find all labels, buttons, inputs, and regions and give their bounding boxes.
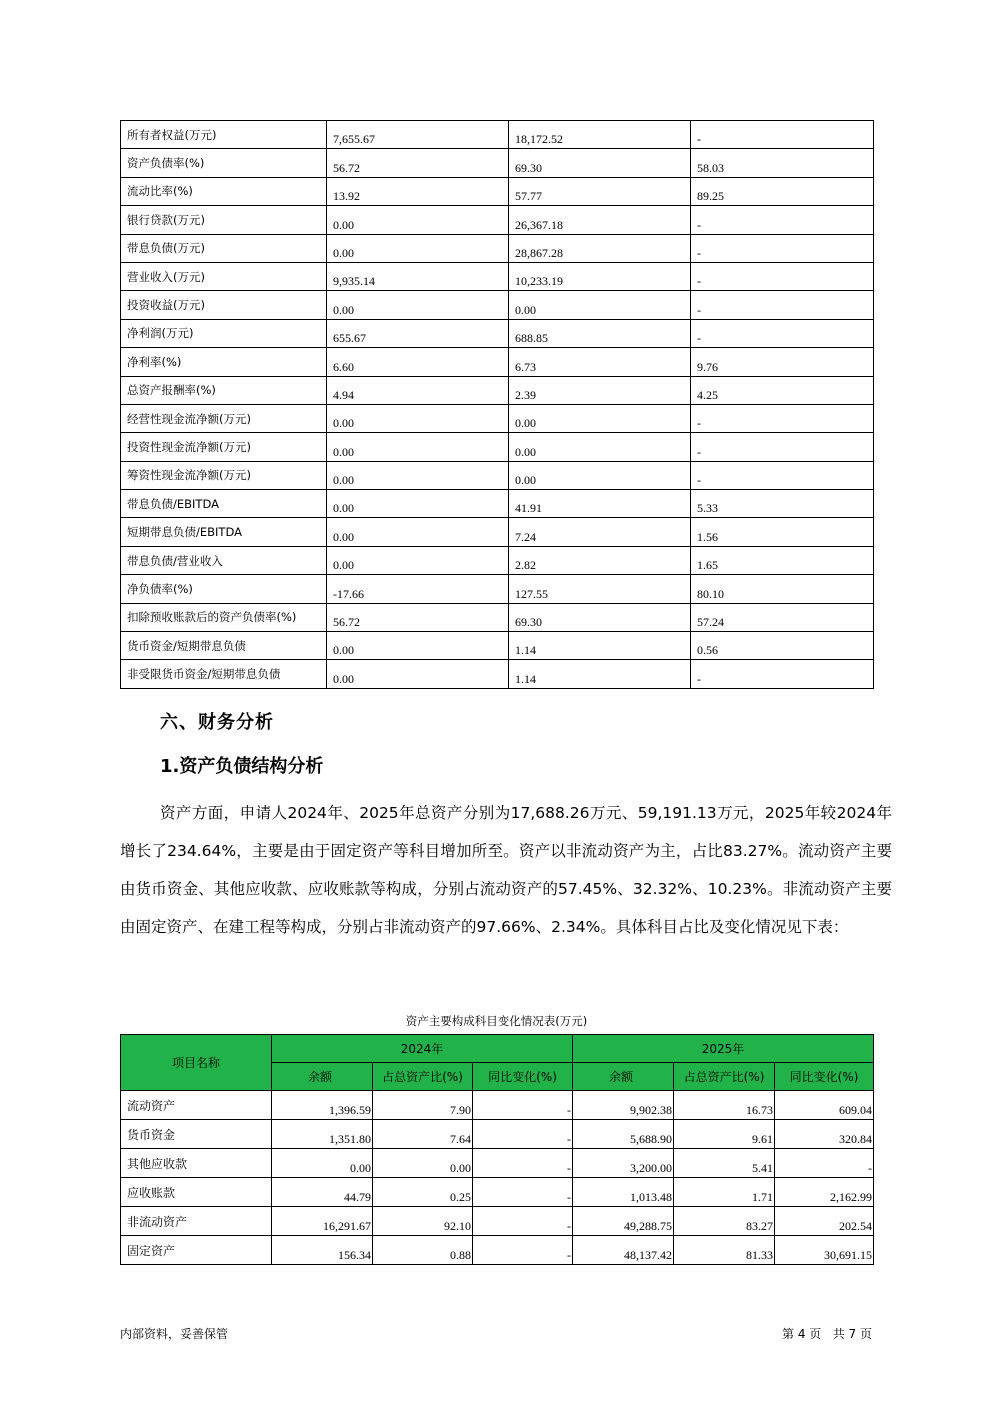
indicator-label: 银行贷款(万元) (121, 206, 327, 234)
indicator-row (121, 603, 874, 631)
indicator-label: 经营性现金流净额(万元) (121, 404, 327, 432)
asset-row (121, 1236, 874, 1265)
sub-header-balance-2025: 余额 (573, 1063, 674, 1091)
indicator-label: 带息负债/营业收入 (121, 546, 327, 574)
sub-header-yoy-2024: 同比变化(%) (473, 1063, 573, 1091)
indicator-value-1: 0.00 (327, 206, 509, 234)
asset-row (121, 1091, 874, 1120)
indicator-value-1: 0.00 (327, 234, 509, 262)
indicator-row (121, 149, 874, 177)
asset-cell-yoy-2024: - (473, 1120, 573, 1149)
indicator-row (121, 319, 874, 347)
asset-cell-share-2024: 92.10 (373, 1207, 473, 1236)
indicator-value-2: 127.55 (509, 575, 691, 603)
asset-cell-balance-2024: 1,351.80 (272, 1120, 373, 1149)
asset-item-label: 其他应收款 (121, 1149, 272, 1178)
indicator-value-1: 7,655.67 (327, 121, 509, 149)
year-2024-header: 2024年 (272, 1035, 573, 1063)
year-2025-header: 2025年 (573, 1035, 874, 1063)
sub-header-yoy-2025: 同比变化(%) (775, 1063, 874, 1091)
asset-cell-yoy-2024: - (473, 1178, 573, 1207)
asset-cell-share-2024: 0.25 (373, 1178, 473, 1207)
indicator-value-2: 1.14 (509, 632, 691, 660)
indicator-value-2: 26,367.18 (509, 206, 691, 234)
indicator-value-3: 9.76 (691, 348, 874, 376)
indicator-label: 资产负债率(%) (121, 149, 327, 177)
indicator-value-3: - (691, 660, 874, 688)
asset-cell-balance-2025: 48,137.42 (573, 1236, 674, 1265)
asset-cell-share-2024: 7.64 (373, 1120, 473, 1149)
indicator-table-body (121, 121, 874, 689)
indicator-value-3: 1.56 (691, 518, 874, 546)
indicator-row (121, 433, 874, 461)
indicator-value-2: 2.39 (509, 376, 691, 404)
analysis-paragraph: 资产方面，申请人2024年、2025年总资产分别为17,688.26万元、59,191.13万元，2025年较2024年增长了234.64%，主要是由于固定资产等科目增加所至。资产以非流动资产为主，占比83.27%。流动资产主要由货币资金、其他应收款、应收账款等构成，分别占流动资产的57.45%、32.32%、10.23%。非流动资产主要由固定资产、在建工程等构成，分别占非流动资产的97.66%、2.34%。具体科目占比及变化情况见下表： (120, 804, 892, 936)
indicator-value-3: 5.33 (691, 490, 874, 518)
indicator-value-1: 4.94 (327, 376, 509, 404)
asset-item-label: 货币资金 (121, 1120, 272, 1149)
asset-cell-share-2025: 83.27 (674, 1207, 775, 1236)
indicator-value-2: 57.77 (509, 177, 691, 205)
indicator-label: 净负债率(%) (121, 575, 327, 603)
indicator-value-3: - (691, 433, 874, 461)
indicator-value-2: 10,233.19 (509, 262, 691, 290)
indicator-value-1: 0.00 (327, 518, 509, 546)
indicator-row (121, 632, 874, 660)
asset-cell-share-2025: 1.71 (674, 1178, 775, 1207)
indicator-value-3: 80.10 (691, 575, 874, 603)
indicator-row (121, 206, 874, 234)
indicator-row (121, 262, 874, 290)
asset-cell-share-2024: 0.00 (373, 1149, 473, 1178)
indicator-row (121, 518, 874, 546)
indicator-value-2: 0.00 (509, 404, 691, 432)
asset-cell-share-2025: 81.33 (674, 1236, 775, 1265)
asset-cell-yoy-2024: - (473, 1149, 573, 1178)
indicator-row (121, 490, 874, 518)
indicator-value-2: 41.91 (509, 490, 691, 518)
indicator-value-3: - (691, 291, 874, 319)
indicator-value-1: 655.67 (327, 319, 509, 347)
indicator-label: 带息负债/EBITDA (121, 490, 327, 518)
asset-item-label: 流动资产 (121, 1091, 272, 1120)
indicator-label: 扣除预收账款后的资产负债率(%) (121, 603, 327, 631)
asset-cell-balance-2025: 5,688.90 (573, 1120, 674, 1149)
indicator-label: 所有者权益(万元) (121, 121, 327, 149)
indicator-value-2: 69.30 (509, 149, 691, 177)
indicator-value-1: 56.72 (327, 603, 509, 631)
indicator-value-3: 4.25 (691, 376, 874, 404)
footer-page-number: 第 4 页 共 7 页 (782, 1327, 872, 1341)
indicator-value-2: 28,867.28 (509, 234, 691, 262)
asset-cell-share-2024: 0.88 (373, 1236, 473, 1265)
indicator-value-3: - (691, 262, 874, 290)
financial-indicator-table (120, 120, 874, 689)
indicator-value-2: 69.30 (509, 603, 691, 631)
indicator-value-1: 0.00 (327, 461, 509, 489)
asset-cell-share-2025: 9.61 (674, 1120, 775, 1149)
indicator-value-2: 688.85 (509, 319, 691, 347)
asset-cell-yoy-2024: - (473, 1091, 573, 1120)
indicator-value-1: 13.92 (327, 177, 509, 205)
indicator-value-3: 58.03 (691, 149, 874, 177)
indicator-value-2: 6.73 (509, 348, 691, 376)
indicator-row (121, 234, 874, 262)
indicator-label: 筹资性现金流净额(万元) (121, 461, 327, 489)
indicator-value-3: 57.24 (691, 603, 874, 631)
indicator-label: 营业收入(万元) (121, 262, 327, 290)
indicator-label: 投资性现金流净额(万元) (121, 433, 327, 461)
indicator-value-2: 18,172.52 (509, 121, 691, 149)
indicator-value-3: 89.25 (691, 177, 874, 205)
indicator-value-1: 56.72 (327, 149, 509, 177)
asset-cell-balance-2024: 156.34 (272, 1236, 373, 1265)
asset-table-caption: 资产主要构成科目变化情况表(万元) (405, 1014, 588, 1028)
asset-cell-balance-2024: 0.00 (272, 1149, 373, 1178)
indicator-value-3: - (691, 404, 874, 432)
asset-item-label: 固定资产 (121, 1236, 272, 1265)
indicator-label: 净利润(万元) (121, 319, 327, 347)
asset-cell-yoy-2025: - (775, 1149, 874, 1178)
asset-cell-share-2025: 16.73 (674, 1091, 775, 1120)
indicator-value-1: 6.60 (327, 348, 509, 376)
asset-cell-yoy-2024: - (473, 1236, 573, 1265)
indicator-label: 净利率(%) (121, 348, 327, 376)
asset-cell-balance-2025: 9,902.38 (573, 1091, 674, 1120)
asset-cell-balance-2025: 49,288.75 (573, 1207, 674, 1236)
indicator-row (121, 660, 874, 688)
indicator-value-2: 2.82 (509, 546, 691, 574)
indicator-value-1: -17.66 (327, 575, 509, 603)
footer-confidential-note: 内部资料，妥善保管 (120, 1327, 229, 1341)
asset-row (121, 1207, 874, 1236)
indicator-value-1: 9,935.14 (327, 262, 509, 290)
indicator-row (121, 546, 874, 574)
indicator-value-1: 0.00 (327, 404, 509, 432)
asset-table-body (121, 1091, 874, 1265)
item-name-header: 项目名称 (121, 1035, 272, 1091)
asset-composition-table (120, 1034, 874, 1265)
indicator-value-3: - (691, 319, 874, 347)
indicator-label: 流动比率(%) (121, 177, 327, 205)
asset-row (121, 1120, 874, 1149)
indicator-value-3: - (691, 206, 874, 234)
indicator-row (121, 575, 874, 603)
indicator-value-2: 0.00 (509, 291, 691, 319)
asset-cell-balance-2024: 16,291.67 (272, 1207, 373, 1236)
indicator-value-1: 0.00 (327, 490, 509, 518)
asset-cell-yoy-2025: 2,162.99 (775, 1178, 874, 1207)
indicator-row (121, 376, 874, 404)
subsection-title: 1.资产负债结构分析 (160, 756, 324, 777)
indicator-row (121, 291, 874, 319)
indicator-row (121, 348, 874, 376)
indicator-value-1: 0.00 (327, 433, 509, 461)
indicator-row (121, 121, 874, 149)
asset-row (121, 1178, 874, 1207)
asset-cell-balance-2024: 44.79 (272, 1178, 373, 1207)
indicator-value-1: 0.00 (327, 660, 509, 688)
indicator-label: 投资收益(万元) (121, 291, 327, 319)
indicator-value-3: 0.56 (691, 632, 874, 660)
indicator-row (121, 404, 874, 432)
asset-cell-yoy-2025: 320.84 (775, 1120, 874, 1149)
indicator-label: 货币资金/短期带息负债 (121, 632, 327, 660)
asset-cell-yoy-2025: 609.04 (775, 1091, 874, 1120)
indicator-label: 带息负债(万元) (121, 234, 327, 262)
asset-cell-share-2024: 7.90 (373, 1091, 473, 1120)
asset-cell-balance-2025: 1,013.48 (573, 1178, 674, 1207)
asset-cell-balance-2025: 3,200.00 (573, 1149, 674, 1178)
sub-header-share-2025: 占总资产比(%) (674, 1063, 775, 1091)
indicator-value-2: 0.00 (509, 461, 691, 489)
indicator-value-3: - (691, 121, 874, 149)
asset-cell-yoy-2025: 30,691.15 (775, 1236, 874, 1265)
sub-header-balance-2024: 余额 (272, 1063, 373, 1091)
indicator-value-2: 7.24 (509, 518, 691, 546)
indicator-value-1: 0.00 (327, 546, 509, 574)
indicator-value-2: 1.14 (509, 660, 691, 688)
asset-cell-balance-2024: 1,396.59 (272, 1091, 373, 1120)
indicator-value-3: - (691, 461, 874, 489)
indicator-label: 总资产报酬率(%) (121, 376, 327, 404)
sub-header-share-2024: 占总资产比(%) (373, 1063, 473, 1091)
asset-cell-yoy-2024: - (473, 1207, 573, 1236)
asset-cell-share-2025: 5.41 (674, 1149, 775, 1178)
indicator-label: 非受限货币资金/短期带息负债 (121, 660, 327, 688)
indicator-value-1: 0.00 (327, 632, 509, 660)
asset-cell-yoy-2025: 202.54 (775, 1207, 874, 1236)
indicator-value-2: 0.00 (509, 433, 691, 461)
section-title: 六、财务分析 (160, 712, 274, 733)
asset-item-label: 非流动资产 (121, 1207, 272, 1236)
indicator-value-3: - (691, 234, 874, 262)
asset-row (121, 1149, 874, 1178)
indicator-label: 短期带息负债/EBITDA (121, 518, 327, 546)
indicator-row (121, 177, 874, 205)
indicator-value-1: 0.00 (327, 291, 509, 319)
indicator-row (121, 461, 874, 489)
asset-item-label: 应收账款 (121, 1178, 272, 1207)
indicator-value-3: 1.65 (691, 546, 874, 574)
